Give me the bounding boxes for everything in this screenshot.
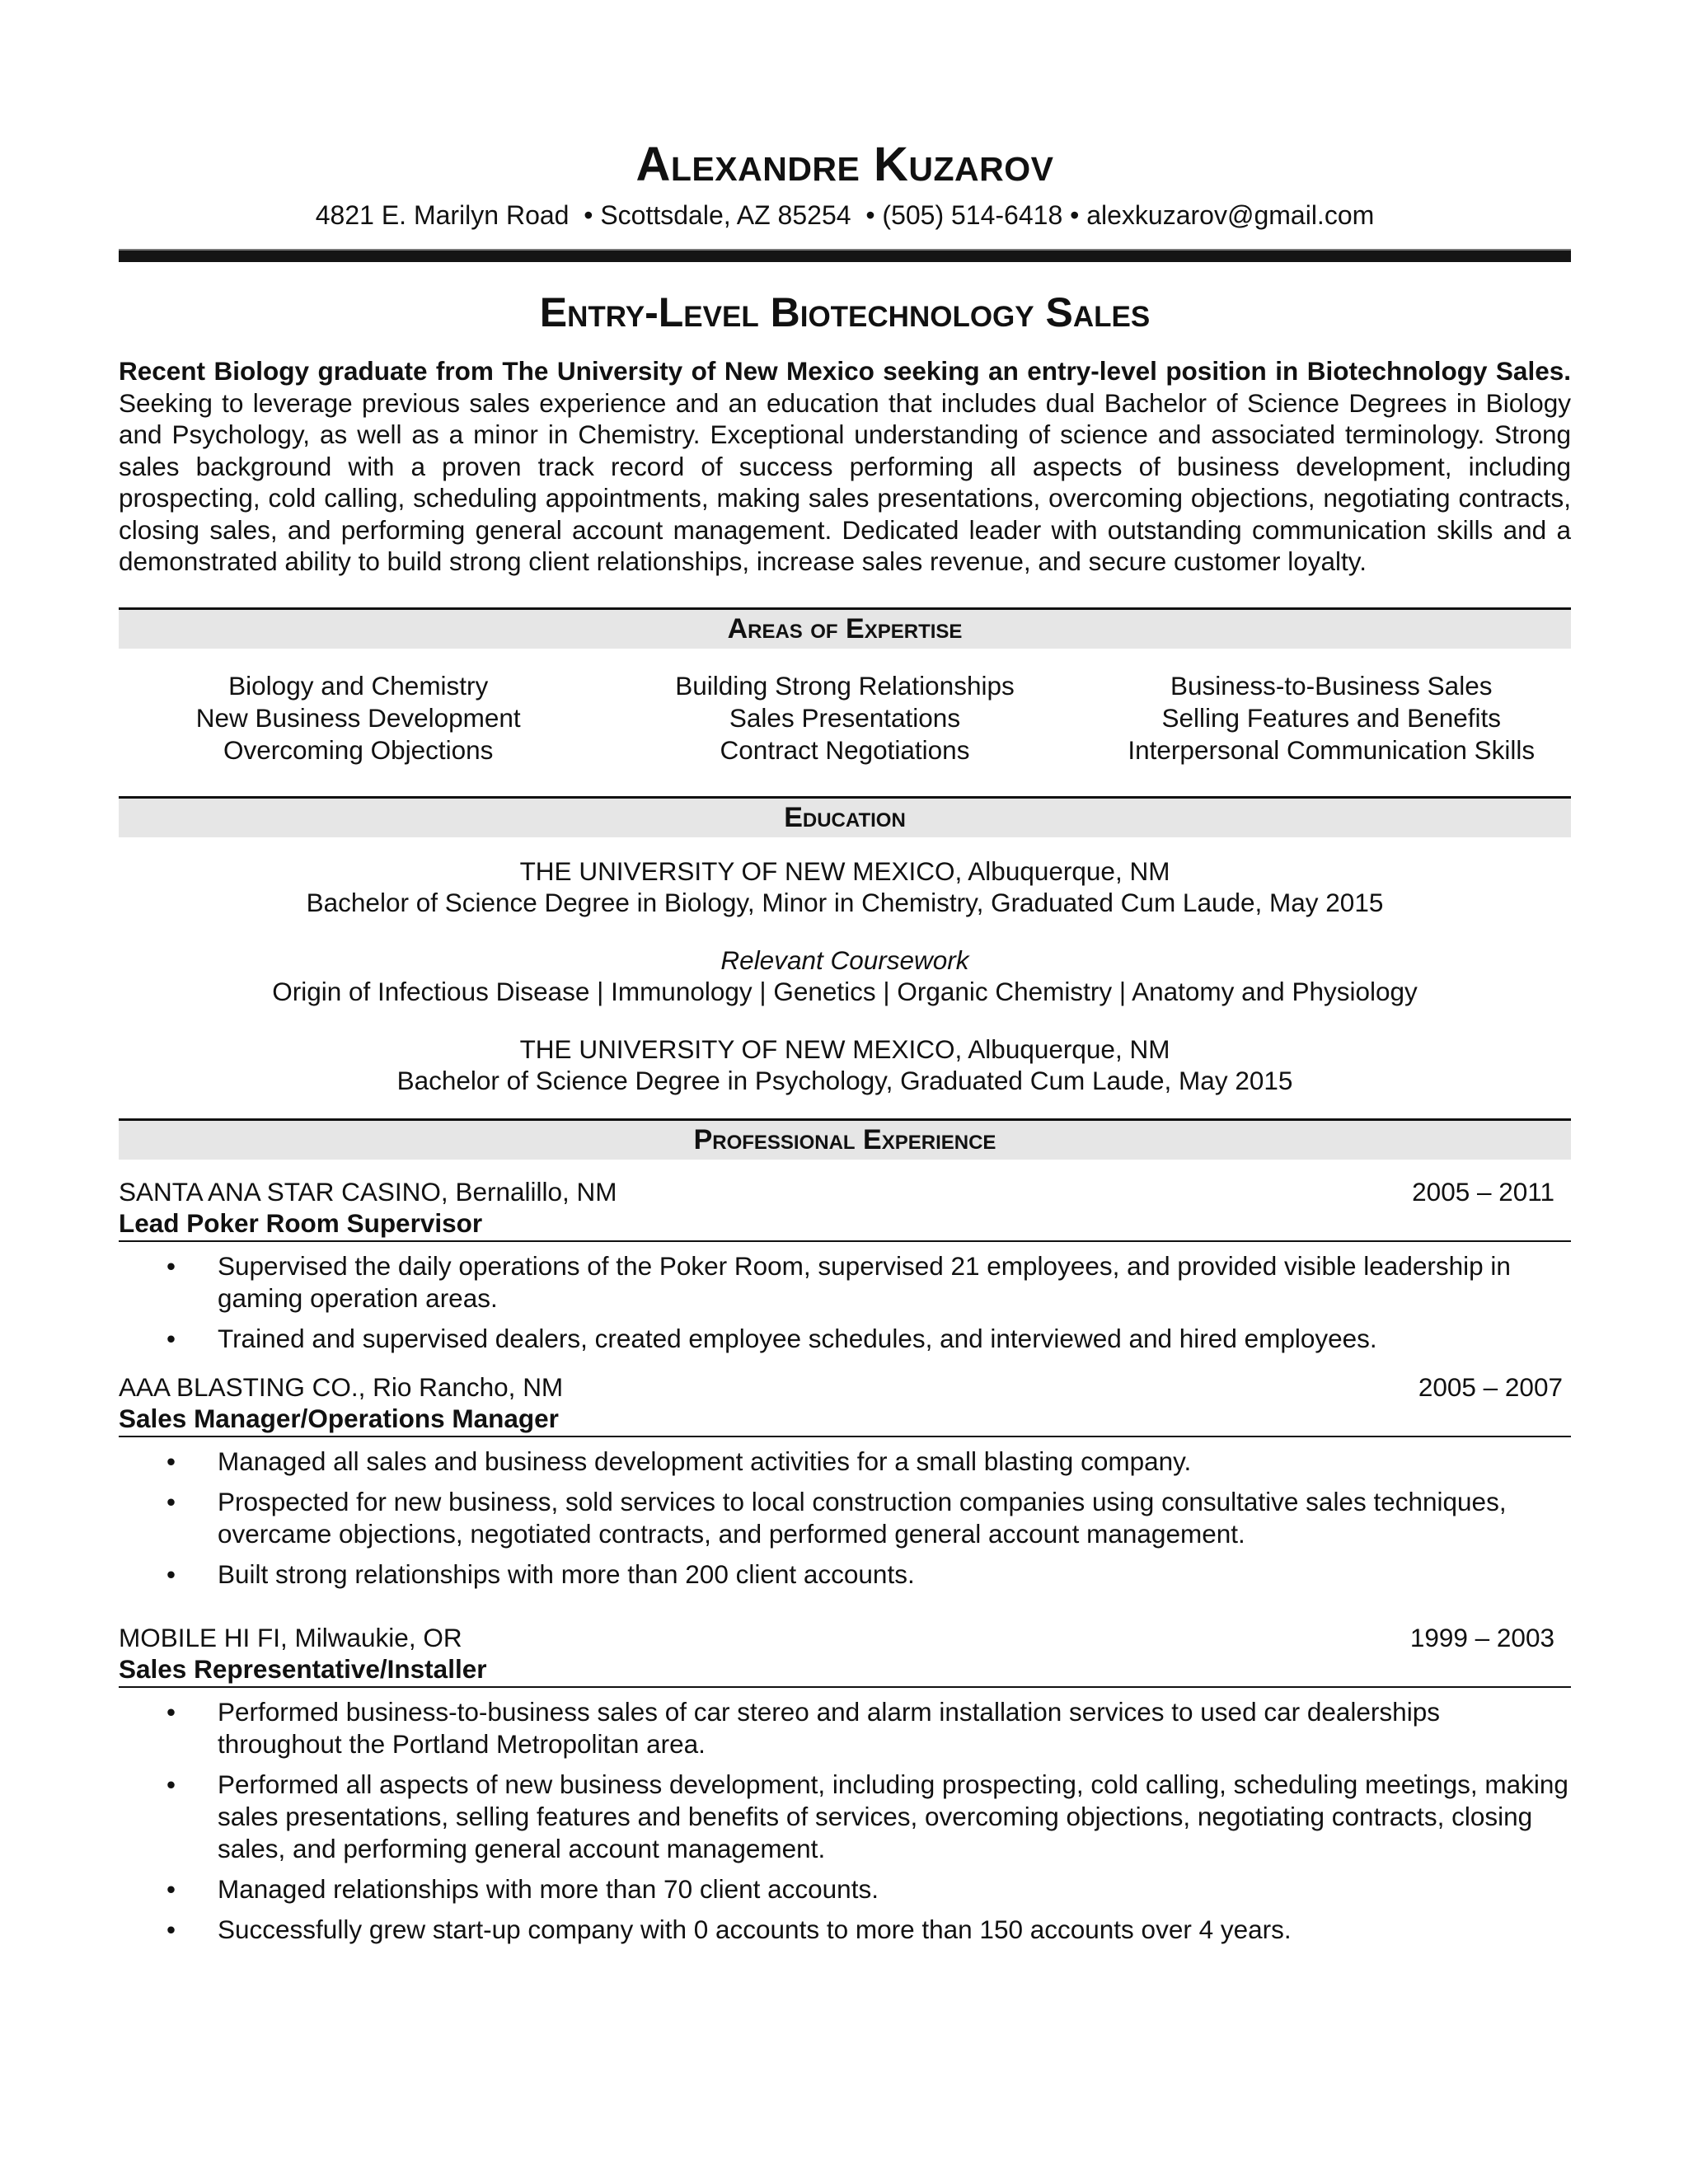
list-item [119,1696,1571,1760]
job-title: Sales Manager/Operations Manager [119,1403,1571,1437]
summary-lead: Recent Biology graduate from The University of New Mexico seeking an entry-level position in Biotechnology Sales. [119,356,1571,387]
list-item [119,1769,1571,1865]
bullet-text: Trained and supervised dealers, created employee schedules, and interviewed and hired employees. [218,1323,1377,1353]
expertise-item: Selling Features and Benefits [1161,702,1501,733]
job-dates: 2005 – 2007 [1418,1371,1563,1402]
degree-line: Bachelor of Science Degree in Biology, Minor in Chemistry, Graduated Cum Laude, May 2015 [306,888,1384,918]
job-title: Sales Representative/Installer [119,1653,1571,1688]
bullet-icon: • [166,1446,176,1476]
bullet-icon: • [166,1873,176,1904]
list-item [119,1323,1571,1355]
expertise-column [1092,670,1571,766]
summary-body: Seeking to leverage previous sales experience and an education that includes dual Bachelor of Science Degrees in Biology and Psychology, as well as a minor in Chemistry. Exceptional understanding of science and associated terminology. Strong sales background with a proven track record of success performing all aspects of business development, including prospecting, cold calling, scheduling appointments, making sales presentations, overcoming objections, negotiating contracts, closing sales, and performing general account management. Dedicated leader with outstanding communication skills and a demonstrated ability to build strong client relationships, increase sales revenue, and secure customer loyalty. [119,387,1571,577]
section-heading-experience: Professional Experience [119,1118,1571,1160]
job-entry [119,1176,1571,1355]
degree-line: Bachelor of Science Degree in Psychology, Graduated Cum Laude, May 2015 [396,1066,1293,1096]
expertise-item: Contract Negotiations [720,734,970,765]
bullet-icon: • [166,1558,176,1589]
section-heading-education: Education [119,796,1571,837]
job-header [119,1371,1571,1403]
list-item [119,1486,1571,1550]
candidate-name: Alexandre Kuzarov [635,138,1054,191]
list-item [119,1558,1571,1591]
job-bullets [119,1250,1571,1355]
bullet-icon: • [166,1486,176,1516]
bullet-text: Built strong relationships with more than 200 client accounts. [218,1558,915,1589]
list-item [119,1250,1571,1315]
bullet-text: Performed all aspects of new business development, including prospecting, cold calling, scheduling meetings, making sales presentations, selling features and benefits of services, overcoming objections, negotiating contracts, closing sales, and performing general account management. [218,1769,1568,1863]
summary-paragraph [119,355,1571,578]
resume-page [119,0,1571,1946]
education-block [119,855,1571,1097]
school-name: THE UNIVERSITY OF NEW MEXICO, Albuquerque, NM [519,1033,1170,1064]
bullet-icon: • [166,1323,176,1353]
job-header [119,1622,1571,1653]
bullet-text: Prospected for new business, sold services to local construction companies using consultative sales techniques, overcame objections, negotiated contracts, and performed general account management. [218,1486,1507,1549]
list-item [119,1873,1571,1905]
expertise-item: New Business Development [195,702,521,733]
job-dates: 2005 – 2011 [1412,1176,1554,1207]
job-employer: SANTA ANA STAR CASINO, Bernalillo, NM [119,1176,617,1207]
section-heading-expertise: Areas of Expertise [119,607,1571,649]
school-name: THE UNIVERSITY OF NEW MEXICO, Albuquerque, NM [519,855,1170,886]
contact-line: 4821 E. Marilyn Road • Scottsdale, AZ 85254 • (505) 514-6418 • alexkuzarov@gmail.com [315,199,1375,230]
job-header [119,1176,1571,1207]
job-bullets [119,1696,1571,1946]
coursework-list: Origin of Infectious Disease | Immunology | Genetics | Organic Chemistry | Anatomy and Physiology [272,977,1418,1007]
bullet-text: Managed all sales and business development activities for a small blasting company. [218,1446,1192,1476]
bullet-text: Supervised the daily operations of the Poker Room, supervised 21 employees, and provided visible leadership in gaming operation areas. [218,1250,1511,1313]
expertise-item: Biology and Chemistry [228,670,489,701]
job-entry [119,1371,1571,1591]
expertise-grid [119,670,1571,766]
bullet-icon: • [166,1914,176,1944]
expertise-item: Building Strong Relationships [675,670,1015,701]
job-entry [119,1622,1571,1946]
expertise-item: Business-to-Business Sales [1170,670,1493,701]
bullet-icon: • [166,1769,176,1799]
job-employer: AAA BLASTING CO., Rio Rancho, NM [119,1371,564,1402]
header-divider [119,249,1571,262]
job-dates: 1999 – 2003 [1409,1622,1554,1652]
job-title: Lead Poker Room Supervisor [119,1207,1571,1242]
expertise-item: Interpersonal Communication Skills [1128,734,1536,765]
job-employer: MOBILE HI FI, Milwaukie, OR [119,1622,462,1652]
expertise-item: Overcoming Objections [223,734,494,765]
objective-title: Entry-Level Biotechnology Sales [539,289,1151,336]
list-item [119,1914,1571,1946]
bullet-icon: • [166,1250,176,1281]
expertise-item: Sales Presentations [729,702,961,733]
expertise-column [605,670,1084,766]
bullet-text: Managed relationships with more than 70 client accounts. [218,1873,879,1904]
bullet-text: Successfully grew start-up company with 0 accounts to more than 150 accounts over 4 years. [218,1914,1292,1944]
expertise-column [119,670,598,766]
list-item [119,1446,1571,1478]
coursework-label: Relevant Coursework [720,944,969,975]
bullet-icon: • [166,1696,176,1727]
bullet-text: Performed business-to-business sales of car stereo and alarm installation services to used car dealerships throughout the Portland Metropolitan area. [218,1696,1440,1759]
job-bullets [119,1446,1571,1591]
